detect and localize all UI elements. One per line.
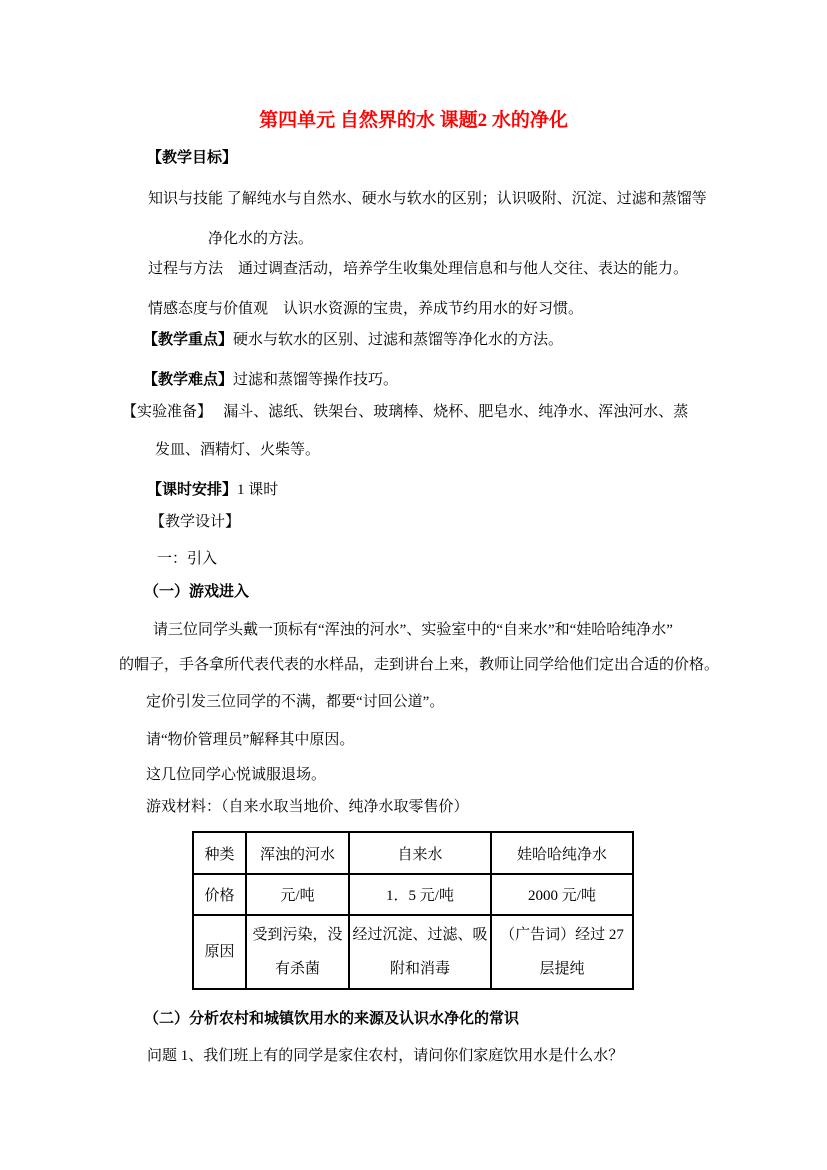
table-cell: 娃哈哈纯净水 (491, 832, 633, 874)
table-row-kind (193, 832, 633, 874)
teaching-objectives-header: 【教学目标】 (147, 150, 238, 166)
table-cell: 浑浊的河水 (246, 832, 349, 874)
table-cell: 2000 元/吨 (491, 874, 633, 915)
table-cell: 元/吨 (246, 874, 349, 915)
schedule-line (147, 481, 278, 500)
knowledge-skills-line1: 知识与技能 了解纯水与自然水、硬水与软水的区别；认识吸附、沉淀、过滤和蒸馏等 (148, 191, 707, 207)
table-row-price (193, 874, 633, 915)
game-paragraph1-line2: 的帽子，手各拿所代表代表的水样品，走到讲台上来，教师让同学给他们定出合适的价格。 (119, 657, 720, 673)
table-cell: 原因 (193, 915, 246, 989)
intro-line: 一：引入 (157, 551, 218, 567)
schedule-text: 1 课时 (237, 482, 279, 498)
table-cell: 价格 (193, 874, 246, 915)
document-title: 第四单元 自然界的水 课题2 水的净化 (259, 110, 568, 131)
key-points-label: 【教学重点】 (143, 332, 234, 348)
schedule-label: 【课时安排】 (147, 482, 238, 498)
key-points-text: 硬水与软水的区别、过滤和蒸馏等净化水的方法。 (233, 332, 564, 348)
game-paragraph3: 请“物价管理员”解释其中原因。 (146, 732, 355, 748)
table-cell: 受到污染，没有杀菌 (246, 915, 349, 989)
table-cell: 自来水 (349, 832, 491, 874)
table-cell: 经过沉淀、过滤、吸附和消毒 (349, 915, 491, 989)
teaching-key-points-line (143, 331, 563, 350)
knowledge-skills-line2: 净化水的方法。 (208, 231, 314, 247)
question1-line: 问题 1、我们班上有的同学是家住农村，请问你们家庭饮用水是什么水？ (147, 1048, 624, 1064)
game-paragraph4: 这几位同学心悦诚服退场。 (146, 767, 327, 783)
teaching-design-header: 【教学设计】 (150, 514, 241, 530)
game-section-header: （一）游戏进入 (144, 584, 250, 600)
experiment-prep-line2: 发皿、酒精灯、火柴等。 (155, 442, 321, 458)
game-paragraph2: 定价引发三位同学的不满，都要“讨回公道”。 (146, 694, 445, 710)
water-price-table (192, 831, 634, 990)
section2-header: （二）分析农村和城镇饮用水的来源及认识水净化的常识 (144, 1011, 520, 1027)
difficulties-text: 过滤和蒸馏等操作技巧。 (233, 372, 399, 388)
difficulties-label: 【教学难点】 (143, 372, 234, 388)
process-method-line: 过程与方法 通过调查活动，培养学生收集处理信息和与他人交往、表达的能力。 (148, 261, 689, 277)
table-cell: 1．5 元/吨 (349, 874, 491, 915)
game-materials-line: 游戏材料：（自来水取当地价、纯净水取零售价） (146, 799, 469, 815)
table-row-reason (193, 915, 633, 989)
teaching-difficulties-line (143, 371, 398, 390)
table-cell: 种类 (193, 832, 246, 874)
table-cell: （广告词）经过 27 层提纯 (491, 915, 633, 989)
emotion-values-line: 情感态度与价值观 认识水资源的宝贵，养成节约用水的好习惯。 (148, 301, 584, 317)
game-paragraph1-line1: 请三位同学头戴一顶标有“浑浊的河水”、实验室中的“自来水”和“娃哈哈纯净水” (153, 622, 673, 638)
experiment-prep-line1: 【实验准备】 漏斗、滤纸、铁架台、玻璃棒、烧杯、肥皂水、纯净水、浑浊河水、蒸 (122, 404, 689, 420)
